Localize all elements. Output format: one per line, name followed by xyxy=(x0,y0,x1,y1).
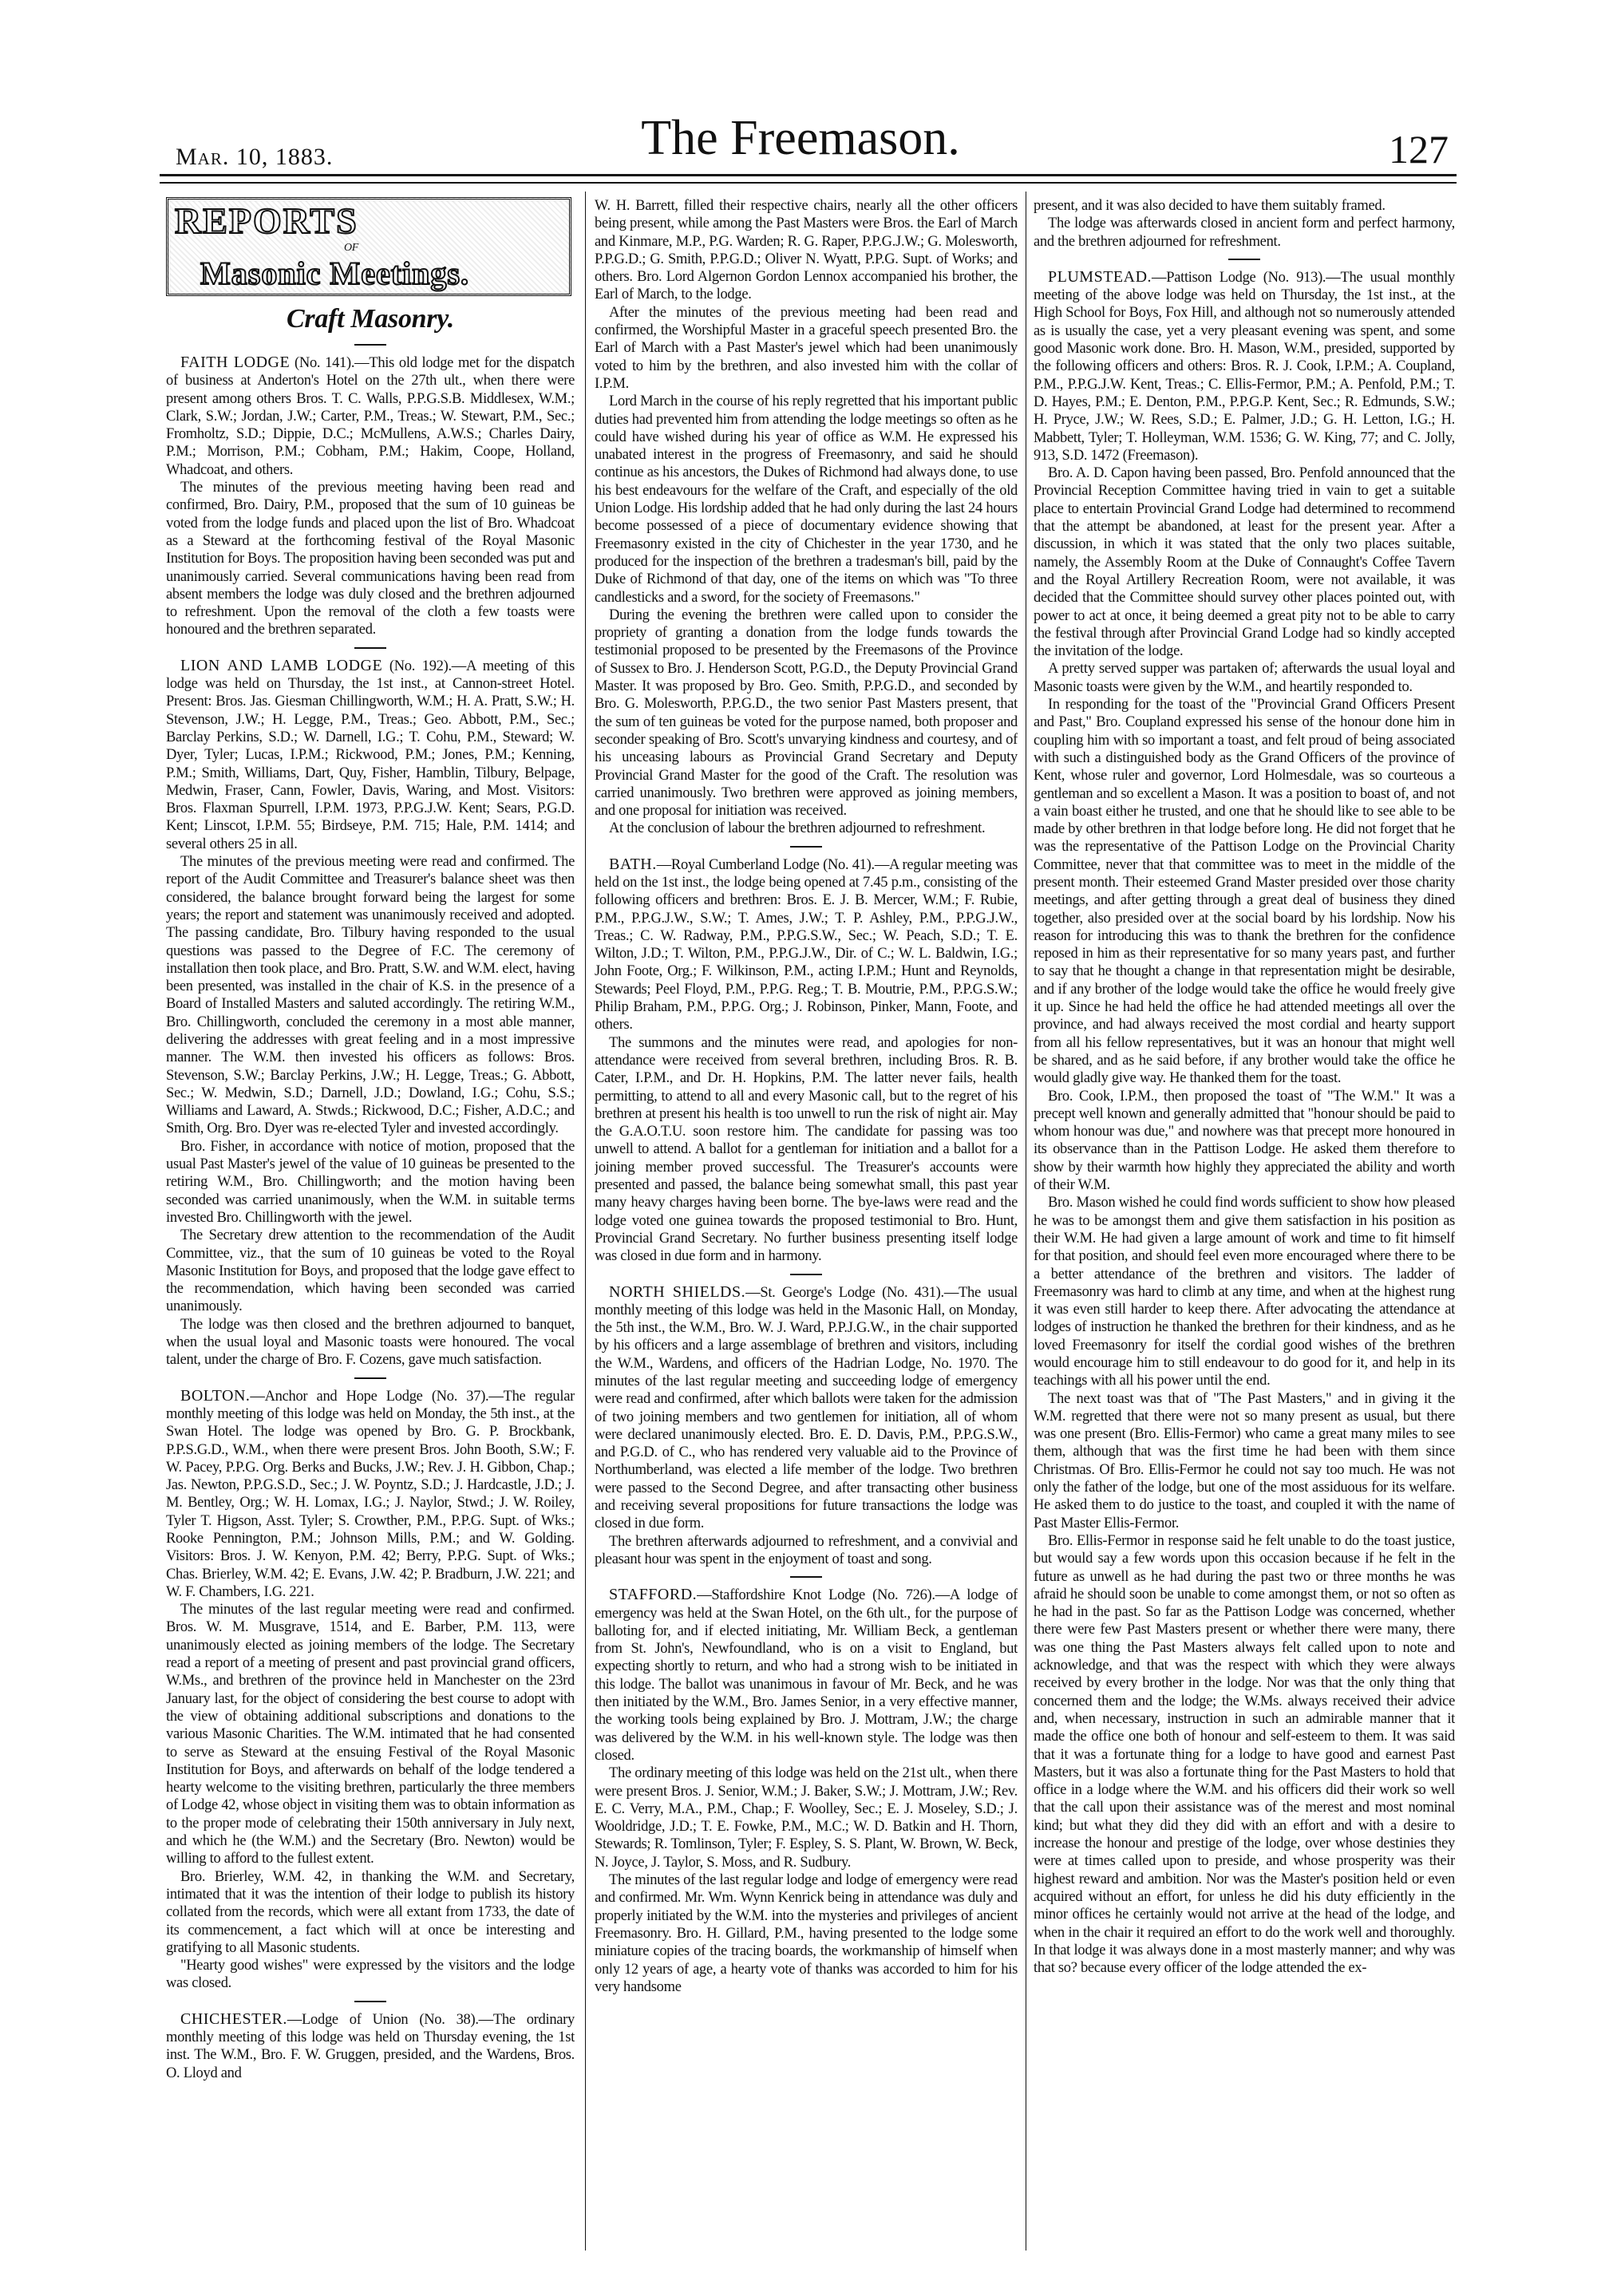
article-paragraph xyxy=(1034,464,1455,660)
lodge-heading: CHICHESTER. xyxy=(180,2009,287,2028)
article-text: present, and it was also decided to have them suitably framed. xyxy=(1034,198,1386,214)
article-text: Bro. Fisher, in accordance with notice of motion, proposed that the usual Past Master's jewel of the value of 10 guineas be presented to the retiring W.M., Bro. Chillingworth; and the motion having been seconded was carried unanimously, when the W.M. in suitable terms invested Bro. Chillingworth with the jewel. xyxy=(166,1138,575,1226)
article-text: —Staffordshire Knot Lodge (No. 726).—A lodge of emergency was held at the Swan Hotel, on the 6th ult., for the purpose of balloting for, and if elected initiating, Mr. William Beck, a gentleman from St. John's, Newfoundland, who is on a visit to England, but expecting shortly to return, and who had a strong wish to be initiated in this lodge. The ballot was unanimous in favour of Mr. Beck, and he was then initiated by the W.M., Bro. James Senior, in a very effective manner, the working tools being explained by Bro. J. Mottram, J.W.; the charge was delivered by the W.M. in his well-known style. The lodge was then closed. xyxy=(595,1587,1018,1764)
divider xyxy=(354,2001,386,2002)
reports-of-masonic-meetings-logo xyxy=(166,197,571,296)
article-paragraph xyxy=(595,1871,1018,1996)
article-paragraph xyxy=(595,1764,1018,1871)
article-paragraph xyxy=(595,393,1018,607)
article-text: The summons and the minutes were read, and apologies for non-attendance were received from several brethren, including Bros. R. B. Cater, I.P.M., and Dr. H. Hopkins, P.M. The latter never fails, health permitting, to attend to all and every Masonic call, but to the regret of his brethren at present his health is too unwell to run the risk of night air. May the G.A.O.T.U. soon restore him. The candidate for passing was too unwell to attend. A ballot for a gentleman for initiation and a ballot for a joining member proved successful. The Treasurer's accounts were presented and passed, the balance being somewhat small, this past year many heavy charges having been borne. The bye-laws were read and the lodge voted one guinea towards the proposed testimonial to Bro. Hunt, Provincial Grand Secretary. No further business presenting itself lodge was closed in due form and in harmony. xyxy=(595,1034,1018,1265)
article-paragraph xyxy=(595,820,1018,837)
article-text: Bro. Mason wished he could find words sufficient to show how pleased he was to be amongst them and give them satisfaction in his position as their W.M. He had given a large amount of work and time to fit himself for that position, and should feel even more encouraged where there to be a better attendance of the brethren and visitors. The ladder of Freemasonry was hard to climb at any time, and when at the highest rung it was even still harder to keep there. After advocating the attendance at lodges of instruction he thanked the brethren for their kindness, and as he loved Freemasonry for itself the cordial good wishes of the brethren would encourage him to still endeavour to do good for it, and help in its teachings with all his power until the end. xyxy=(1034,1195,1455,1389)
article-text: —Lodge of Union (No. 38).—The ordinary monthly meeting of this lodge was held on Thursday evening, the 1st inst. The W.M., Bro. F. W. Gruggen, presided, and the Wardens, Bros. O. Lloyd and xyxy=(166,2011,575,2081)
article-paragraph xyxy=(1034,1194,1455,1389)
article-paragraph-lead xyxy=(595,1283,1018,1533)
divider xyxy=(1228,259,1260,260)
article-paragraph xyxy=(166,1957,575,1993)
article-paragraph xyxy=(1034,1532,1455,1977)
article-paragraph xyxy=(1034,696,1455,1088)
article-text: Bro. Cook, I.P.M., then proposed the toast of "The W.M." It was a precept well known and generally admitted that "honour should be paid to whom honour was due," and nowhere was that precept more honoured in its observance than in the Pattison Lodge. He asked them therefore to show by their warmth how highly they appreciated the ability and worth of their W.M. xyxy=(1034,1088,1455,1194)
header-rule-bottom xyxy=(160,182,1457,184)
article-paragraph-lead xyxy=(166,354,575,479)
article-text: The minutes of the previous meeting having been read and confirmed, Bro. Dairy, P.M., proposed that the sum of 10 guineas be voted from the lodge funds and placed upon the list of Bro. Whadcoat as a Steward at the forthcoming festival of the Royal Masonic Institution for Boys. The proposition having been seconded was put and unanimously carried. Several communications having been read from absent members the lodge was duly closed and the brethren adjourned to refreshment. Upon the removal of the cloth a few toasts were honoured and the brethren separated. xyxy=(166,480,575,638)
divider xyxy=(790,1576,822,1578)
article-text: The Secretary drew attention to the recommendation of the Audit Committee, viz., that the sum of 10 guineas be voted to the Royal Masonic Institution for Boys, and proposed that the lodge gave effect to the recommendation, which having been seconded was carried unanimously. xyxy=(166,1227,575,1315)
article-text: Bro. Ellis-Fermor in response said he felt unable to do the toast justice, but would say a few words upon this occasion because if he felt in the future as unwell as he had during the past two or three months he was afraid he should soon be unable to come amongst them, or not so often as he had in the past. So far as the Pattison Lodge was concerned, whether there were few Past Masters present or whether there were many, there was one thing the Past Masters always felt called upon to note and acknowledge, and that was the respect with which they were always received by every brother in the lodge. Nor was that the only thing that concerned them and the lodge; the W.Ms. always received their advice and, when necessary, instruction in such an admirable manner that it made the office one both of honour and self-esteem to them. It was said that it was a fortunate thing for a lodge to have good and earnest Past Masters, but it was also a fortunate thing for the Past Masters to hold that office in a lodge where the W.M. and his officers did their work so well that the call upon their assistance was of the merest and most nominal kind; but what they did they did with an effort and with a desire to increase the honour and prestige of the lodge, over whose destinies they were at times called upon to preside, and whose prosperity was their highest reward and ambition. Nor was the Master's position held or even acquired without an effort, for unless he did his duty efficiently in the minor offices he certainly would not arrive at the head of the lodge, and when in the chair it required an effort to do the work well and thoroughly. In that lodge it was always done in a most masterly manner; and why was that so? because every officer of the lodge attended the ex- xyxy=(1034,1532,1455,1977)
article-text: —Pattison Lodge (No. 913).—The usual monthly meeting of the above lodge was held on Thursday, the 1st inst., at the High School for Boys, Fox Hill, and although not so numerously attended as is usually the case, yet a very pleasant evening was spent, and some good Masonic work done. Bro. H. Mason, W.M., presided, supported by the following officers and others: Bros. R. J. Cook, I.P.M.; A. Coupland, P.M., P.P.G.J.W. Kent, Treas.; C. Ellis-Fermor, P.M.; A. Penfold, P.M.; T. D. Hayes, P.M.; E. Denton, P.M., P.P.G.P. Kent, Sec.; R. Edmunds, S.W.; H. Pryce, J.W.; W. Rees, S.D.; E. Palmer, J.D.; G. H. Letton, I.G.; H. Mabbett, Tyler; T. Holleyman, W.M. 1536; G. W. King, 77; and C. Jolly, 913, S.D. 1472 (Freemason). xyxy=(1034,269,1455,464)
column-3 xyxy=(1034,197,1455,2248)
article-paragraph xyxy=(166,853,575,1138)
article-paragraph-lead xyxy=(166,657,575,853)
article-paragraph xyxy=(595,607,1018,820)
lodge-heading: NORTH SHIELDS. xyxy=(609,1282,746,1301)
article-paragraph-lead xyxy=(166,1387,575,1602)
article-text: "Hearty good wishes" were expressed by the visitors and the lodge was closed. xyxy=(166,1958,575,1992)
lodge-heading: FAITH LODGE xyxy=(180,354,291,371)
column-1 xyxy=(166,197,575,2248)
divider xyxy=(354,344,386,346)
article-paragraph xyxy=(595,1533,1018,1569)
article-text: Lord March in the course of his reply regretted that his important public duties had prevented him from attending the lodge meetings so often as he could have wished during his year of office as W.M. He expressed his unabated interest in the progress of Freemasonry, and said he should continue as his ancestors, the Dukes of Richmond had always done, to use his best endeavours for the welfare of the Craft, and especially of the old Union Lodge. His lordship added that he had only during the last 24 hours become possessed of a piece of documentary evidence showing that Freemasonry existed in the city of Chichester in the year 1730, and he produced for the inspection of the brethren a tradesman's bill, paid by the Duke of Richmond of that day, one of the items on which was "To three candlesticks and a sword, for the society of Freemasons." xyxy=(595,393,1018,606)
article-paragraph xyxy=(595,304,1018,393)
article-text: The ordinary meeting of this lodge was held on the 21st ult., when there were present Bros. J. Senior, W.M.; J. Baker, S.W.; J. Mottram, J.W.; Rev. E. C. Verry, M.A., P.M., Chap.; F. Woolley, Sec.; E. J. Moseley, S.D.; J. Wooldridge, J.D.; T. E. Fowke, P.M., M.C.; W. D. Batkin and H. Thorn, Stewards; R. Tomlinson, Tyler; F. Espley, S. S. Plant, W. Brown, W. Beck, N. Joyce, J. Taylor, S. Moss, and R. Sudbury. xyxy=(595,1765,1018,1871)
logo-of: OF xyxy=(344,242,359,254)
logo-line-1: REPORTS xyxy=(175,200,358,241)
article-paragraph xyxy=(595,197,1018,304)
lodge-heading: STAFFORD. xyxy=(609,1586,698,1604)
page-date: Mar. 10, 1883. xyxy=(176,144,334,170)
logo-line-2: Masonic Meetings. xyxy=(200,255,469,291)
lodge-heading: BATH. xyxy=(609,855,657,873)
article-paragraph xyxy=(166,1316,575,1369)
divider xyxy=(790,1274,822,1275)
article-text: The next toast was that of "The Past Masters," and in giving it the W.M. regretted that there were not so many present as usual, but there was one present (Bro. Ellis-Fermor) who came a great many miles to see them, although that was the first time he had been with them since Christmas. Of Bro. Ellis-Fermor he could not say too much. He was not only the father of the lodge, but one of the most assiduous for its welfare. He asked them to do justice to the toast, and coupled it with the name of Past Master Ellis-Fermor. xyxy=(1034,1390,1455,1531)
article-text: The minutes of the last regular meeting were read and confirmed. Bros. W. M. Musgrave, 1514, and E. Barber, P.M. 113, were unanimously elected as joining members of the lodge. The Secretary read a report of a meeting of present and past provincial grand officers, W.Ms., and brethren of the province held in Manchester on the 23rd January last, for the object of considering the best course to adopt with the view of obtaining additional subscriptions and donations to the various Masonic Charities. The W.M. intimated that he had consented to serve as Steward at the ensuing Festival of the Royal Masonic Institution for Boys, and afterwards on behalf of the lodge tendered a hearty welcome to the visiting brethren, particularly the three members of Lodge 42, whose object in visiting them was to obtain information as to the proper mode of celebrating their 150th anniversary in July next, and which he (the W.M.) and the Secretary (Bro. Newton) would be willing to afford to the fullest extent. xyxy=(166,1602,575,1867)
divider xyxy=(790,846,822,848)
article-text: (No. 192).—A meeting of this lodge was held on Thursday, the 1st inst., at Cannon-street Hotel. Present: Bros. Jas. Giesman Chillingworth, W.M.; H. A. Pratt, S.W.; H. Stevenson, J.W.; H. Legge, P.M., Treas.; Geo. Abbott, P.M., Sec.; Barclay Perkins, S.D.; W. Darnell, I.G.; T. Cohu, P.M., Steward; W. Dyer, Tyler; Lucas, I.P.M.; Rickwood, P.M.; Jones, P.M.; Kenning, P.M.; Smith, Williams, Dart, Quy, Fisher, Hamblin, Tilbury, Belpage, Medwin, Fraser, Cann, Fowler, Davis, Waring, and Most. Visitors: Bros. Flaxman Spurrell, I.P.M. 1973, P.P.G.J.W. Kent; Sears, P.G.D. Kent; Linscot, I.P.M. 55; Birdseye, P.M. 715; Hale, P.M. 1414; and several others 25 in all. xyxy=(166,658,575,852)
article-paragraph xyxy=(166,1868,575,1957)
article-text: —Anchor and Hope Lodge (No. 37).—The regular monthly meeting of this lodge was held on Monday, the 5th inst., at the Swan Hotel. The lodge was opened by Bro. G. P. Brockbank, P.P.S.G.D., W.M., when there were present Bros. John Booth, S.W.; F. W. Pacey, P.P.G. Org. Berks and Bucks, J.W.; Rev. J. H. Gibbon, Chap.; Jas. Newton, P.P.G.S.D., Sec.; J. W. Poyntz, S.D.; J. Hardcastle, J.D.; J. M. Bentley, Org.; W. H. Lomax, I.G.; J. Naylor, Stwd.; J. W. Roiley, Tyler T. Higson, Asst. Tyler; S. Crowther, P.M., P.P.G. Supt. of Wks.; Rooke Pennington, P.M.; Johnson Mills, P.M.; and W. Golding. Visitors: Bros. J. W. Kenyon, P.M. 42; Berry, P.P.G. Supt. of Wks.; Chas. Brierley, W.M. 42; E. Evans, J.W. 42; P. Bradburn, J.W. 221; and W. F. Chambers, I.G. 221. xyxy=(166,1388,575,1600)
article-paragraph xyxy=(1034,1088,1455,1195)
article-text: At the conclusion of labour the brethren adjourned to refreshment. xyxy=(609,820,986,837)
section-title: Craft Masonry. xyxy=(287,304,454,334)
column-divider xyxy=(585,192,586,2251)
article-text: A pretty served supper was partaken of; afterwards the usual loyal and Masonic toasts were given by the W.M., and heartily responded to. xyxy=(1034,661,1455,695)
article-paragraph xyxy=(595,1034,1018,1266)
article-text: Bro. A. D. Capon having been passed, Bro. Penfold announced that the Provincial Reception Committee having tried in vain to get a suitable place to entertain Provincial Grand Lodge had determined to recommend that the attempt be abandoned, at least for the present year. After a discussion, in which it was stated that the only two places suitable, namely, the Assembly Room at the Duke of Connaught's Coffee Tavern and the Royal Artillery Recreation Room, were not available, it was decided that the Committee should survey other places pointed out, with power to act at once, it being deemed a great pity not to be able to carry the festival through after Provincial Grand Lodge had so kindly accepted the invitation of the lodge. xyxy=(1034,465,1455,660)
article-paragraph-lead xyxy=(595,856,1018,1034)
article-paragraph xyxy=(166,479,575,639)
article-paragraph xyxy=(166,1138,575,1227)
article-text: The lodge was then closed and the brethren adjourned to banquet, when the usual loyal and Masonic toasts were honoured. The vocal talent, under the charge of Bro. F. Cozens, gave much satisfaction. xyxy=(166,1316,575,1369)
article-text: The brethren afterwards adjourned to refreshment, and a convivial and pleasant hour was spent in the enjoyment of toast and song. xyxy=(595,1533,1018,1567)
article-text: The minutes of the last regular lodge and lodge of emergency were read and confirmed. Mr. Wm. Wynn Kenrick being in attendance was duly and properly initiated by the W.M. into the mysteries and privileges of ancient Freemasonry. Bro. H. Gillard, P.M., having presented to the lodge some miniature copies of the tracing boards, the workmanship of himself when only 12 years of age, a hearty vote of thanks was accorded to him for his very handsome xyxy=(595,1872,1018,1995)
article-paragraph-lead xyxy=(595,1586,1018,1764)
article-paragraph xyxy=(1034,1390,1455,1532)
article-paragraph xyxy=(1034,197,1455,215)
lodge-heading: PLUMSTEAD. xyxy=(1048,267,1152,286)
divider xyxy=(354,1377,386,1379)
article-text: After the minutes of the previous meeting had been read and confirmed, the Worshipful Master in a graceful speech presented Bro. the Earl of March with a Past Master's jewel which had been unanimously voted to him by the brethren, and also invested him with the collar of I.P.M. xyxy=(595,304,1018,392)
article-text: —Royal Cumberland Lodge (No. 41).—A regular meeting was held on the 1st inst., the lodge being opened at 7.45 p.m., consisting of the following officers and brethren: Bros. E. J. B. Mercer, W.M.; F. Rubie, P.M., P.P.G.J.W., S.W.; T. Ames, J.W.; T. P. Ashley, P.M., P.P.G.J.W., Treas.; C. W. Radway, P.M., P.P.G.S.W., Sec.; W. Peach, S.D.; T. E. Wilton, J.D.; T. Wilton, P.M., P.P.G.J.W., Dir. of C.; W. L. Baldwin, I.G.; John Foote, Org.; F. Wilkinson, P.M., acting I.P.M.; Hunt and Reynolds, Stewards; Peel Floyd, P.M., P.P.G. Reg.; T. B. Moutrie, P.M., P.P.G.S.W.; Philip Braham, P.M., P.P.G. Org.; J. Robinson, Pinker, Mann, Foote, and others. xyxy=(595,856,1018,1033)
article-paragraph xyxy=(1034,660,1455,696)
column-2 xyxy=(595,197,1018,2248)
article-text: In responding for the toast of the "Provincial Grand Officers Present and Past," Bro. Coupland expressed his sense of the honour done him in coupling him with so important a toast, and felt proud of being associated with such a distinguished body as the Grand Officers of the province of Kent, whose ruler and governor, Lord Holmesdale, was so courteous a gentleman and so excellent a Mason. It was a position to boast of, and not a vain boast either he trusted, and one that he should like to see able to be made by other brethren in that lodge before long. He did not forget that he was the representative of the Pattison Lodge on the Provincial Charity Committee, never that that committee was to meet in the middle of the present month. Their esteemed Grand Master presided over those charity meetings, and after getting through a great deal of business they dined together, also presided over at the social board by his lordship. Now his reason for introducing this was to thank the brethren for the confidence reposed in him as their representative for so many years past, and further to say that he thought a change in that representation might be desirable, and if any brother of the lodge would take the office he would freely give it up. Since he had held the office he had attended meetings all over the province, and had always received the most cordial and hearty support from all his fellow representatives, but it was an honour that might well be shared, and as he said before, if any brother would take the office he would gladly give way. He thanked them for the toast. xyxy=(1034,697,1455,1087)
article-text: The minutes of the previous meeting were read and confirmed. The report of the Audit Committee and Treasurer's balance sheet was then considered, the balance brought forward being the largest for some years; the report and statement was unanimously received and adopted. The passing candidate, Bro. Tilbury having responded to the usual questions was passed to the Degree of F.C. The ceremony of installation then took place, and Bro. Pratt, S.W. and W.M. elect, having been presented, was installed in the chair of K.S. in the presence of a Board of Installed Masters and saluted accordingly. The retiring W.M., Bro. Chillingworth, concluded the ceremony in a most able manner, delivering the addresses with great feeling and in a most impressive manner. The W.M. then invested his officers as follows: Bros. Stevenson, S.W.; Barclay Perkins, J.W.; H. Legge, Treas.; G. Abbott, Sec.; W. Medwin, S.D.; Darnell, J.D.; Dowland, I.G.; Cohu, S.S.; Williams and Laward, A. Stwds.; Rickwood, D.C.; Fisher, A.D.C.; and Smith, Org. Bro. Dyer was re-elected Tyler and invested accordingly. xyxy=(166,854,575,1137)
lodge-heading: BOLTON. xyxy=(180,1386,251,1405)
header-rule-top xyxy=(160,174,1457,176)
article-paragraph xyxy=(166,1227,575,1315)
article-paragraph-lead xyxy=(1034,268,1455,464)
article-text: During the evening the brethren were called upon to consider the propriety of granting a donation from the lodge funds towards the testimonial proposed to be presented by the Freemasons of the Province of Sussex to Bro. J. Henderson Scott, P.G.D., the Deputy Provincial Grand Master. It was proposed by Bro. Geo. Smith, P.P.G.D., and seconded by Bro. G. Molesworth, P.P.G.D., the two senior Past Masters present, that the sum of ten guineas be voted for the purpose named, both proposer and seconder speaking of Bro. Scott's unvarying kindness and courtesy, and of his unceasing labours as Provincial Grand Secretary and Deputy Provincial Grand Master for the good of the Craft. The resolution was carried unanimously. Two brethren were approved as joining members, and one proposal for initiation was received. xyxy=(595,607,1018,820)
lodge-heading: LION AND LAMB LODGE xyxy=(180,656,383,674)
article-text: Bro. Brierley, W.M. 42, in thanking the W.M. and Secretary, intimated that it was the intention of their lodge to publish its history collated from the records, which were all extant from 1733, the date of its commencement, a fact which will at once be interesting and gratifying to all Masonic students. xyxy=(166,1868,575,1956)
article-text: (No. 141).—This old lodge met for the dispatch of business at Anderton's Hotel on the 27th ult., when there were present among others Bros. T. C. Walls, P.P.G.S.B. Middlesex, W.M.; Clark, S.W.; Jordan, J.W.; Carter, P.M., Treas.; W. Stewart, P.M., Sec.; Fromholtz, S.D.; Dippie, D.C.; McMullens, A.W.S.; Charles Dairy, P.M.; Morrison, P.M.; Cobham, P.M.; Hakim, Coope, Holland, Whadcoat, and others. xyxy=(166,355,575,478)
article-text: —St. George's Lodge (No. 431).—The usual monthly meeting of this lodge was held in the Masonic Hall, on Monday, the 5th inst., the W.M., Bro. W. J. Ward, P.P.J.G.W., in the chair supported by his officers and a large assemblage of brethren and visitors, including the W.M., Wardens, and officers of the Hadrian Lodge, No. 1970. The minutes of the last regular meeting and succeeding lodge of emergency were read and confirmed, after which ballots were taken for the admission of two joining members and two gentlemen for initiation, all of whom were declared unanimously elected. Bro. E. D. Davis, P.M., P.P.G.S.W., and P.G.D. of C., who has rendered very valuable aid to the Province of Northumberland, was elected a life member of the lodge. Two brethren were passed to the Second Degree, and after transacting other business and receiving several propositions for future transactions the lodge was closed in due form. xyxy=(595,1284,1018,1532)
article-paragraph xyxy=(166,1601,575,1867)
divider xyxy=(354,647,386,649)
article-text: W. H. Barrett, filled their respective chairs, nearly all the other officers being present, while among the Past Masters were Bros. the Earl of March and Kinmare, M.P., P.G. Warden; R. G. Raper, P.P.G.J.W.; G. Molesworth, P.P.G.D.; G. Smith, P.P.G.D.; Oliver N. Wyatt, P.P.G. Supt. of Works; and others. Bro. Lord Algernon Gordon Lennox accompanied his brother, the Earl of March, to the lodge. xyxy=(595,198,1018,303)
masthead-title: The Freemason. xyxy=(641,111,960,165)
article-paragraph xyxy=(1034,215,1455,251)
article-paragraph-lead xyxy=(166,2010,575,2082)
page-number: 127 xyxy=(1389,127,1449,172)
article-text: The lodge was afterwards closed in ancient form and perfect harmony, and the brethren adjourned for refreshment. xyxy=(1034,215,1455,250)
